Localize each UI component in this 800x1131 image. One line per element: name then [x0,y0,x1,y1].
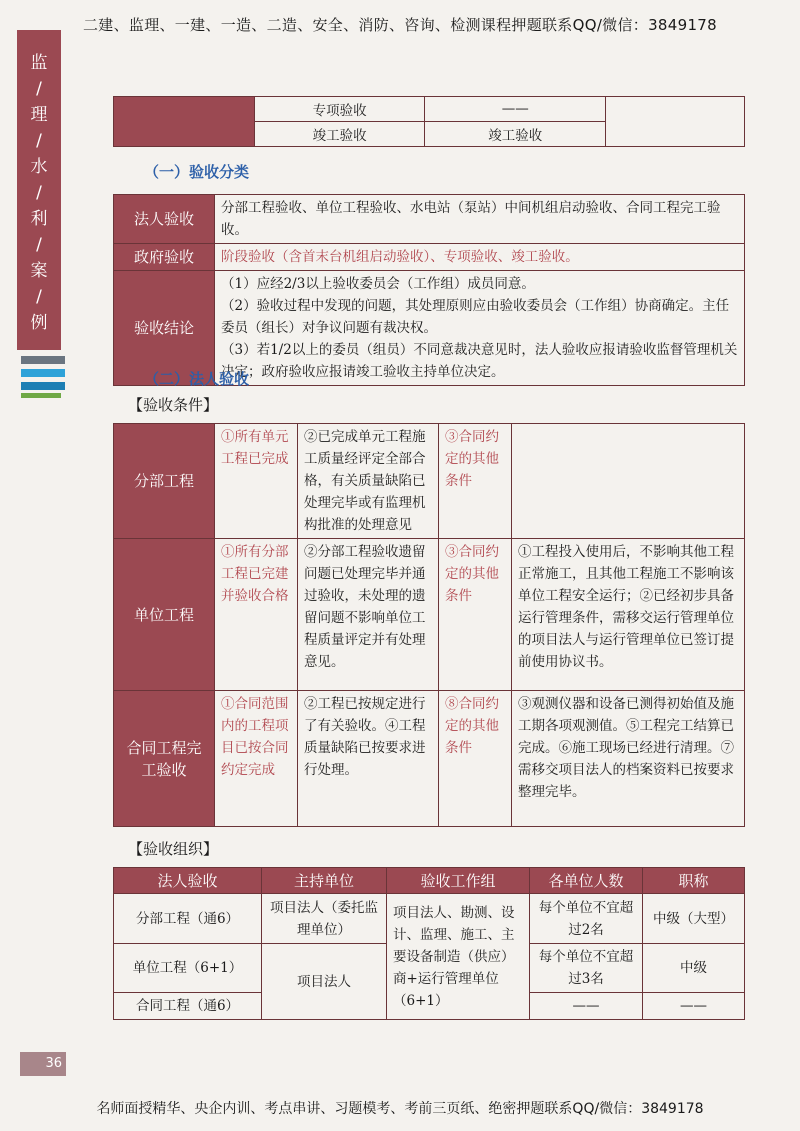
subsection-title: 【验收条件】 [128,396,219,414]
page-footer: 名师面授精华、央企内训、考点串讲、习题模考、考前三页纸、绝密押题联系QQ/微信：3849178 [96,1101,704,1117]
sidebar-text: 监 / 理 / 水 / 利 / 案 / 例 [30,53,48,333]
sidebar-stripe [21,382,65,390]
subsection-title: 【验收组织】 [128,840,219,858]
sidebar-stripe [21,356,65,364]
sidebar-stripe [21,369,65,377]
section-title: （二）法人验收 [144,370,250,388]
conditions-table: 分部工程 ①所有单元工程已完成 ②已完成单元工程施工质量经评定全部合格，有关质量缺陷已处理完毕或有监理机构批准的处理意见 ③合同约定的其他条件 单位工程 ①所有分部工程已完建并验收合格 ②分部工程验收遗留问题已处理完毕并通过验收，未处理的遗留问题不影响单位工程质量评定并有处理意见。 ③合同约定的其他条件 ①工程投入使用后，不影响其他工程正常施工，且其他工程施工不影响该单位工程安全运行；②已经初步具备运行管理条件，需移交运行管理单位的项目法人与运行管理单位已签订提前使用协议书。 合同工程完工验收 ①合同范围内的工程项目已按合同约定完成 ②工程已按规定进行了有关验收。④工程质量缺陷已按要求进行处理。 ⑧合同约定的其他条件 ③观测仪器和设备已测得初始值及施工期各项观测值。⑤工程完工结算已完成。⑥施工现场已经进行清理。⑦需移交项目法人的档案资料已按要求整理完毕。 [113,423,745,827]
classify-table: 法人验收 分部工程验收、单位工程验收、水电站（泵站）中间机组启动验收、合同工程完工验收。 政府验收 阶段验收（含首末台机组启动验收）、专项验收、竣工验收。 验收结论 （1）应经2/3以上验收委员会（工作组）成员同意。 （2）验收过程中发现的问题，其处理原则应由验收委员会（工作组）协商确定。主任委员（组长）对争议问题有裁决权。 （3）若1/2以上的委员（组员）不同意裁决意见时，法人验收应报请验收监督管理机关决定；政府验收应报请竣工验收主持单位决定。 [113,194,745,386]
section-title: （一）验收分类 [144,163,250,181]
top-table: 专项验收 —— 竣工验收 竣工验收 [113,96,745,147]
page-number: 36 [20,1052,66,1076]
sidebar-stripe [21,393,61,398]
sidebar-tab [17,30,61,350]
organization-table: 法人验收 主持单位 验收工作组 各单位人数 职称 分部工程（通6） 项目法人（委托监理单位） 项目法人、勘测、设计、监理、施工、主要设备制造（供应）商+运行管理单位（6+1） 每个单位不宜超过2名 中级（大型） 单位工程（6+1） 项目法人 每个单位不宜超过3名 中级 合同工程（通6） —— —— [113,867,745,1020]
page-header: 二建、监理、一建、一造、二造、安全、消防、咨询、检测课程押题联系QQ/微信：3849178 [83,16,717,34]
